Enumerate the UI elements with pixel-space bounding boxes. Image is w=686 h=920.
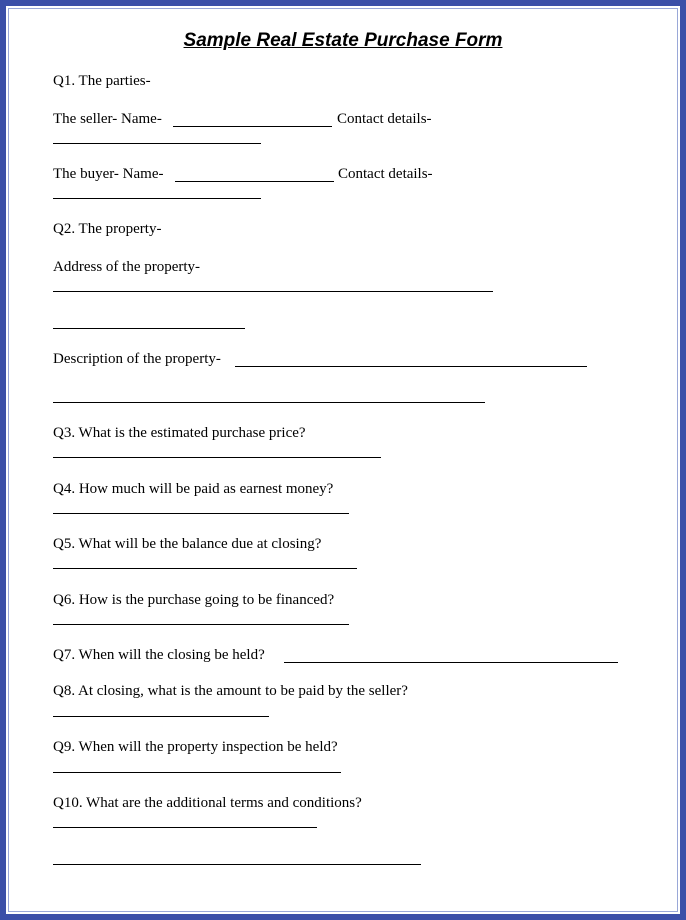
description-field-line-2[interactable] <box>53 402 485 403</box>
q9-label: Q9. When will the property inspection be held? <box>53 739 338 755</box>
q10-answer-field-line-1[interactable] <box>53 827 317 828</box>
address-field-line-1[interactable] <box>53 291 493 292</box>
q4-label: Q4. How much will be paid as earnest money? <box>53 481 334 497</box>
q5-answer-field[interactable] <box>53 568 357 569</box>
q10-answer-field-line-2[interactable] <box>53 864 421 865</box>
seller-contact-label: Contact details- <box>337 111 432 127</box>
q1-heading: Q1. The parties- <box>53 73 151 89</box>
q9-answer-field[interactable] <box>53 772 341 773</box>
q4-answer-field[interactable] <box>53 513 349 514</box>
address-label: Address of the property- <box>53 259 201 275</box>
form-title: Sample Real Estate Purchase Form <box>183 30 503 51</box>
buyer-name-label: The buyer- Name- <box>53 166 164 182</box>
address-field-line-2[interactable] <box>53 328 245 329</box>
q10-label: Q10. What are the additional terms and conditions? <box>53 795 362 811</box>
q7-answer-field[interactable] <box>284 662 618 663</box>
q6-label: Q6. How is the purchase going to be financed? <box>53 592 335 608</box>
description-label: Description of the property- <box>53 351 221 367</box>
q2-heading: Q2. The property- <box>53 221 162 237</box>
q3-answer-field[interactable] <box>53 457 381 458</box>
q8-answer-field[interactable] <box>53 716 269 717</box>
q3-label: Q3. What is the estimated purchase price? <box>53 425 306 441</box>
q6-answer-field[interactable] <box>53 624 349 625</box>
description-field-line-1[interactable] <box>235 366 587 367</box>
buyer-name-field[interactable] <box>175 181 334 182</box>
buyer-contact-label: Contact details- <box>338 166 433 182</box>
q5-label: Q5. What will be the balance due at closing? <box>53 536 322 552</box>
seller-name-field[interactable] <box>173 126 332 127</box>
seller-name-label: The seller- Name- <box>53 111 162 127</box>
seller-contact-field[interactable] <box>53 143 261 144</box>
buyer-contact-field[interactable] <box>53 198 261 199</box>
q8-label: Q8. At closing, what is the amount to be paid by the seller? <box>53 683 408 699</box>
q7-label: Q7. When will the closing be held? <box>53 647 265 663</box>
